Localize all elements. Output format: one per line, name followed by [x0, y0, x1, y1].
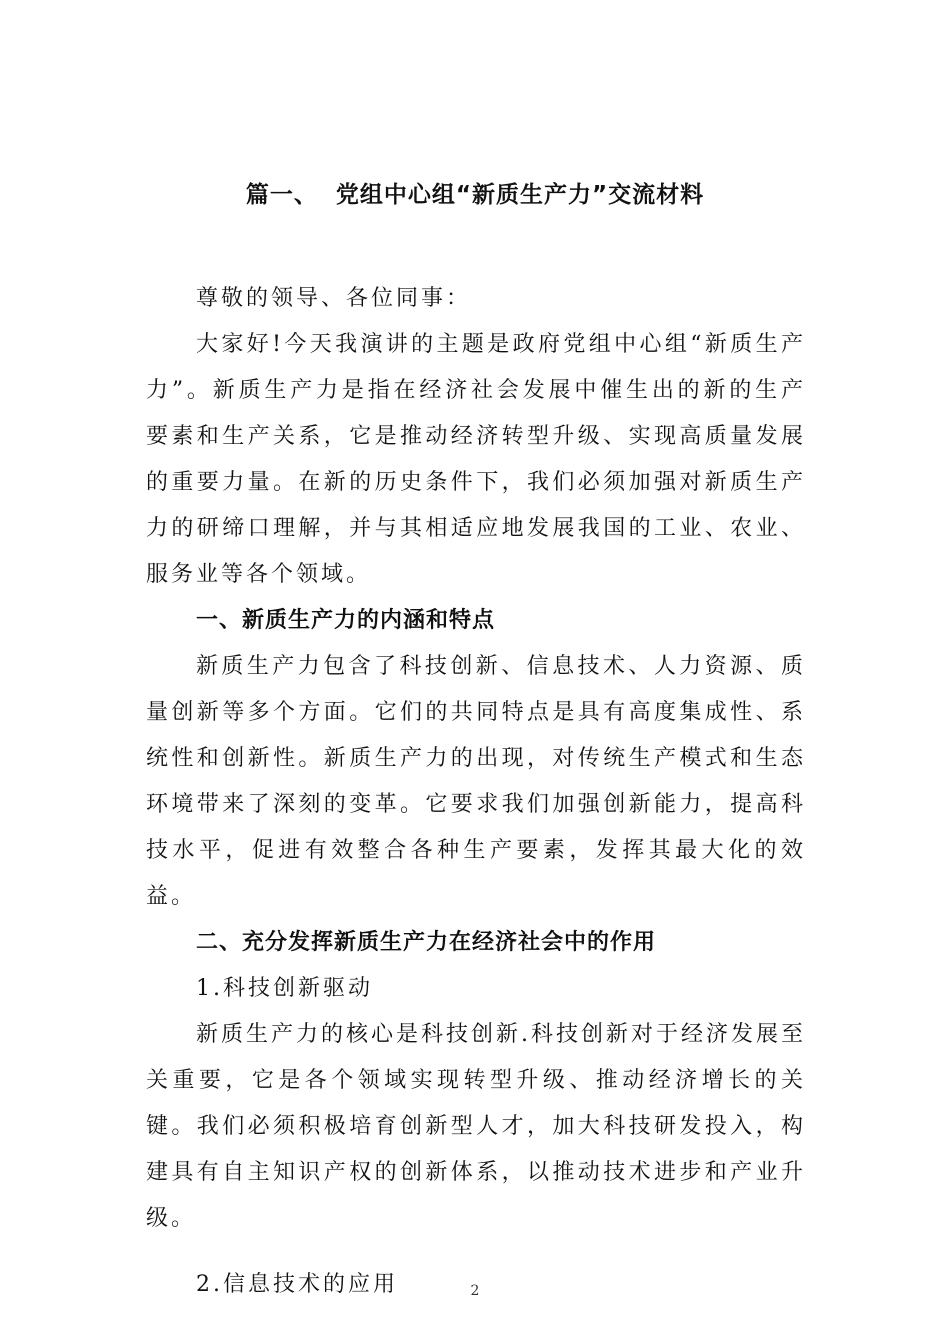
paragraph-spacer [146, 1242, 806, 1262]
section-1-paragraph: 新质生产力包含了科技创新、信息技术、人力资源、质量创新等多个方面。它们的共同特点是具有高度集成性、系统性和创新性。新质生产力的出现，对传统生产模式和生态环境带来了深刻的变革。它要求我们加强创新能力，提高科技水平，促进有效整合各种生产要素，发挥其最大化的效益。 [146, 654, 806, 909]
section-1-heading: 一、新质生产力的内涵和特点 [196, 608, 496, 633]
salutation: 尊敬的领导、各位同事： [196, 286, 472, 311]
subsection-1-paragraph: 新质生产力的核心是科技创新.科技创新对于经济发展至关重要，它是各个领域实现转型升级、推动经济增长的关键。我们必须积极培育创新型人才，加大科技研发投入，构建具有自主知识产权的创新体系，以推动技术进步和产业升级。 [146, 1022, 806, 1231]
subsection-1-heading: 1.科技创新驱动 [196, 976, 373, 1001]
intro-paragraph: 大家好!今天我演讲的主题是政府党组中心组“新质生产力”。新质生产力是指在经济社会发展中催生出的新的生产要素和生产关系，它是推动经济转型升级、实现高质量发展的重要力量。在新的历史条件下，我们必须加强对新质生产力的研缔口理解，并与其相适应地发展我国的工业、农业、服务业等各个领域。 [146, 332, 806, 587]
document-title: 篇一、 党组中心组“新质生产力”交流材料 [245, 182, 705, 208]
subsection-2-heading: 2.信息技术的应用 [196, 1272, 398, 1297]
page-number: 2 [470, 1283, 480, 1299]
document-body [146, 276, 806, 1308]
section-2-heading: 二、充分发挥新质生产力在经济社会中的作用 [196, 930, 657, 955]
